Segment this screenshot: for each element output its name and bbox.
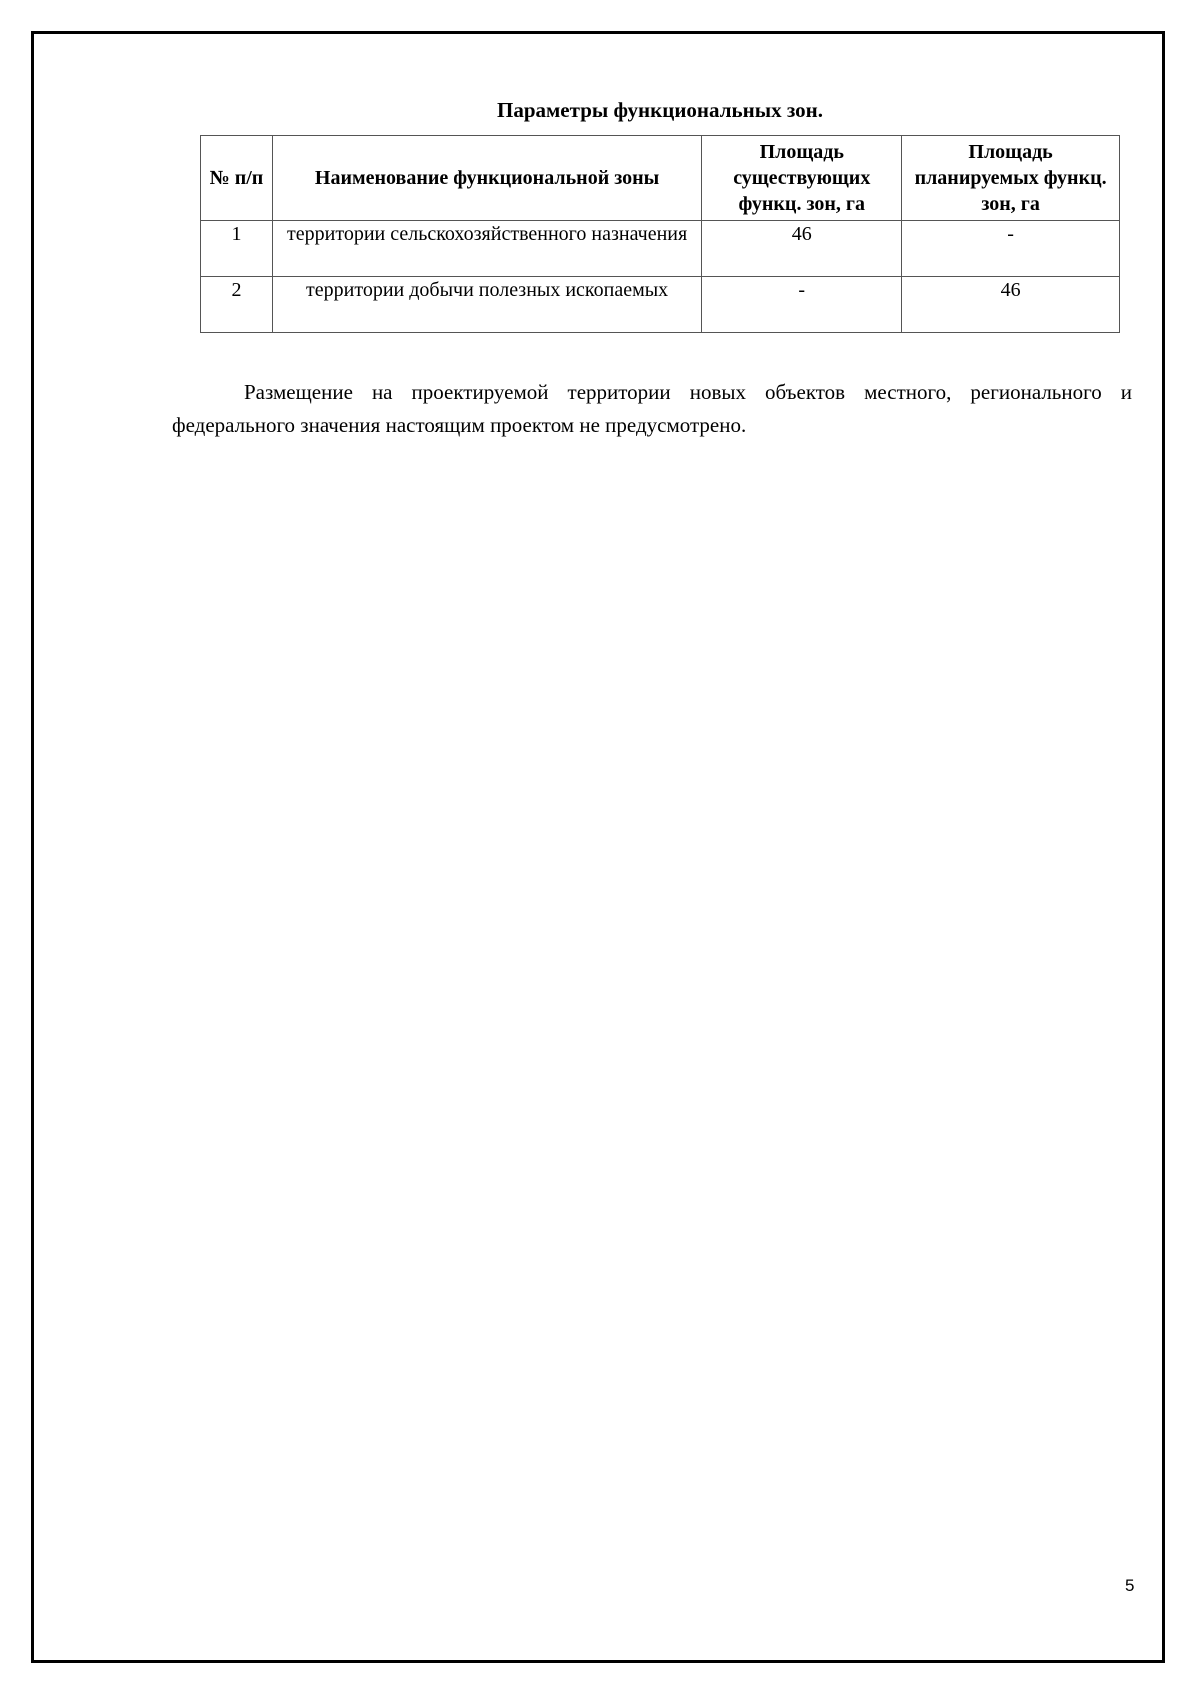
table-row [201, 221, 1120, 277]
table-header-row [201, 136, 1120, 221]
cell-number: 1 [201, 221, 273, 277]
header-planned-area: Площадь планируемых функц. зон, га [902, 136, 1120, 221]
cell-planned-area: - [902, 221, 1120, 277]
header-number: № п/п [201, 136, 273, 221]
cell-zone-name: территории сельскохозяйственного назначения [272, 221, 701, 277]
header-zone-name: Наименование функциональной зоны [272, 136, 701, 221]
page-number: 5 [1125, 1576, 1135, 1595]
cell-number: 2 [201, 277, 273, 333]
cell-existing-area: - [702, 277, 902, 333]
table-title: Параметры функциональных зон. [496, 98, 824, 122]
cell-zone-name: территории добычи полезных ископаемых [272, 277, 701, 333]
cell-existing-area: 46 [702, 221, 902, 277]
cell-planned-area: 46 [902, 277, 1120, 333]
table-row [201, 277, 1120, 333]
functional-zones-table [200, 135, 1120, 333]
body-paragraph: Размещение на проектируемой территории новых объектов местного, регионального и федерального значения настоящим проектом не предусмотрено. [172, 380, 1132, 437]
header-existing-area: Площадь существующих функц. зон, га [702, 136, 902, 221]
